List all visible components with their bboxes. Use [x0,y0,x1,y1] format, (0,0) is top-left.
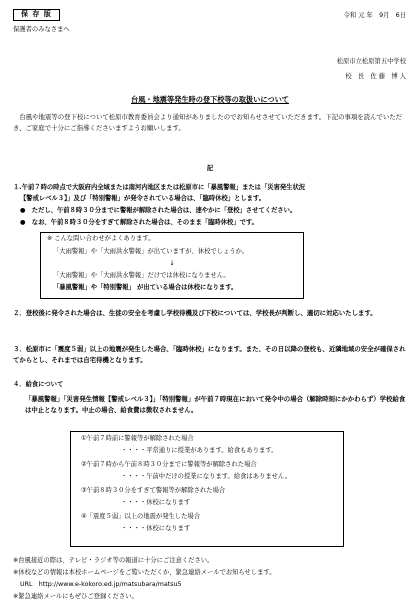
document-date: 令和 元 年 9月 6日 [343,12,406,19]
note-email-registration: ※緊急連絡メールにもぜひご登録ください。 [13,593,138,600]
arrow-down-icon: ↓ [169,260,175,267]
case-1-result: ・・・・平常通りに授業があります。給食もあります。 [121,447,278,454]
note-typhoon: ※台風接近の際は、テレビ・ラジオ等の報道に十分にご注意ください。 [13,557,214,564]
note-homepage: ※休校などの情報は本校ホームページをご覧いただくか、緊急連絡メールでお知らせします。 [13,569,276,576]
ki-heading: 記 [206,165,214,172]
case-2-result: ・・・・午前中だけの授業になります。給食はありません。 [121,473,291,480]
school-url-link[interactable]: URL http://www.e-kokoro.ed.jp/matsubara/matsu5 [20,581,182,588]
archive-badge: 保 存 版 [13,9,60,21]
section1-line1: １.午前７時の時点で大阪府内全域または南河内地区または松原市に「暴風警報」または「災害発生状況 [13,184,306,191]
section1-bullet-2: ● なお、午前８時３０分をすぎて解除された場合は、そのまま「臨時休校」です。 [20,219,258,226]
faq-heading: ※ こんな問い合わせがよくあります。 [47,235,155,242]
case-2-title: ②午前７時から午前８時３０分までに警報等が解除された場合 [81,461,257,468]
section4-body: 「暴風警報」「災害発生情報【警戒レベル３】」「特別警報」が午前７時現在において発令中の場合（解除時刻にかかわらず）学校給食は中止となります。中止の場合、給食費は徴収されません。 [25,395,406,415]
case-4-title: ④「震度５弱」以上の地震が発生した場合 [81,513,200,520]
faq-box [40,232,304,299]
section1-bullet-1: ● ただし、午前８時３０分までに警報が解除された場合は、速やかに「登校」させてください。 [20,207,297,214]
section1-line2: 【警戒レベル３】」及び「特別警報」が発令されている場合は、「臨時休校」とします。 [20,195,266,202]
section4-heading: ４．給食について [13,381,64,388]
intro-paragraph: 台風や地震等の登下校について松原市教育委員会より通知がありましたのでお知らせさせていただきます。下記の事項を読んでいただき、ご家庭で十分にご指導くださいますようお願いします。 [13,113,402,133]
section3: ３．松原市に「震度５弱」以上の地震が発生した場合、「臨時休校」になります。また、その日以降の登校も、近隣地域の安全が確保されてからとし、それまでは自宅待機となります。 [13,345,406,365]
school-name: 松原市立松原第五中学校 [336,58,406,65]
faq-answer-1: 「大雨警報」や「大雨洪水警報」だけでは休校になりません。 [53,272,230,279]
case-1-title: ①午前７時前に警報等が解除された場合 [81,435,194,442]
recipient: 保護者のみなさまへ [13,26,70,33]
principal-name: 校 長 佐 藤 博 人 [345,73,406,80]
case-3-result: ・・・・休校になります [121,499,191,506]
document-title: 台風・地震等発生時の登下校等の取扱いについて [131,95,289,104]
faq-question: 「大雨警報」や「大雨洪水警報」が出ていますが、休校でしょうか。 [53,248,249,255]
lunch-cases-box [70,431,344,547]
case-4-result: ・・・・休校になります [121,525,191,532]
case-3-title: ③午前８時３０分をすぎて警報等が解除された場合 [81,487,226,494]
section2: ２．登校後に発令された場合は、生徒の安全を考慮し学校待機及び下校については、学校長が判断し、適切に対応いたします。 [13,309,377,317]
faq-answer-2: 「暴風警報」や「特別警報」 が出ている場合は休校になります。 [53,284,238,291]
